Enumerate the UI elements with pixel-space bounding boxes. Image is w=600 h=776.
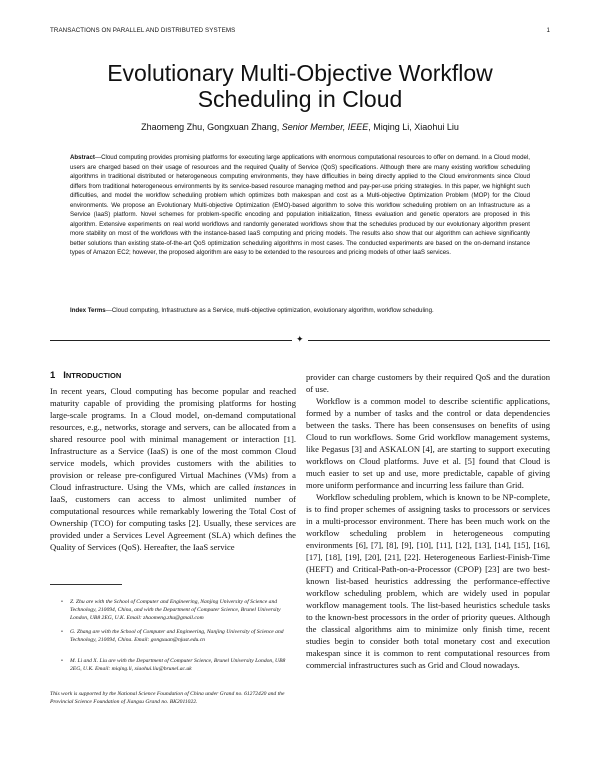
journal-name: TRANSACTIONS ON PARALLEL AND DISTRIBUTED SYSTEMS bbox=[50, 27, 236, 34]
bullet-icon: • bbox=[61, 658, 63, 664]
author-list bbox=[50, 122, 550, 132]
paper-title bbox=[50, 60, 550, 112]
footnote-rule bbox=[50, 584, 122, 585]
index-terms-text: —Cloud computing, Infrastructure as a Service, multi-objective optimization, evolutionary algorithm, workflow scheduling. bbox=[105, 307, 434, 314]
authors-after: , Miqing Li, Xiaohui Liu bbox=[368, 122, 459, 132]
footnote-2-text: G. Zhang are with the School of Computer and Engineering, Nanjing University of Science and Technology, 210094, China. Email: gongxuan@njust.edu.cn bbox=[70, 629, 284, 643]
title-line-2: Scheduling in Cloud bbox=[197, 86, 403, 112]
abstract-text: —Cloud computing provides promising platforms for executing large applications with enormous computational resources to offer on demand. In a Cloud model, users are charged based on their usage of resources and the required Quality of Service (QoS) specifications. Although there are many existing workflow scheduling algorithms in traditional distributed or heterogeneous computing environments, they have difficulties in being directly applied to the Cloud environments since Cloud differs from traditional heterogeneous environments by its service-based resource managing method and pay-per-use pricing strategies. In this paper, we highlight such difficulties, and model the workflow scheduling problem which optimizes both makespan and cost as a Multi-objective Optimization Problem (MOP) for the Cloud environments. We propose an Evolutionary Multi-objective Optimization (EMO)-based algorithm to solve this workflow scheduling problem on an Infrastructure as a Service (IaaS) platform. Novel schemes for problem-specific encoding and population initialization, fitness evaluation and genetic operators are proposed in this algorithm. Extensive experiments on real world workflows and randomly generated workflows show that the schedules produced by our evolutionary algorithm present more stability on most of the workflows with the instance-based IaaS computing and pricing models. The results also show that our algorithm can achieve significantly better solutions than existing state-of-the-art QoS optimization scheduling algorithms in most cases. The conducted experiments are based on the on-demand instance types of Amazon EC2; however, the proposed algorithm are easy to be extended to the resources and pricing models of other IaaS services. bbox=[70, 154, 530, 256]
right-paragraph-0: provider can charge customers by their required QoS and the duration of use. bbox=[306, 372, 550, 394]
footnote-1-text: Z. Zhu are with the School of Computer and Engineering, Nanjing University of Science and Technology, 210094, China, and with the Department of Computer Science, Brunel University London, UB8 2EG, U.K. Email: zhaomeng.zhu@gmail.com bbox=[70, 599, 281, 621]
section-heading bbox=[50, 370, 296, 382]
intro-emphasis: instances bbox=[253, 482, 286, 492]
footnote-3-text: M. Li and X. Liu are with the Department of Computer Science, Brunel University London, UB8 2EG, U.K. Email: miqing.li, xiaohui.liu@brunel.ac.uk bbox=[70, 658, 286, 672]
section-title-rest: NTRODUCTION bbox=[65, 371, 122, 380]
section-title-first: I bbox=[63, 370, 66, 381]
bullet-icon: • bbox=[61, 629, 63, 635]
intro-text-b: in IaaS, customers can access to almost unlimited number of computational resources while remarkably lowering the Total Cost of Ownership (TCO) for computing tasks [2]. Usually, these services are provided under a Services Level Agreement (SLA) which defines the Quality of Services (QoS). Hereafter, the IaaS service bbox=[50, 482, 296, 552]
authors-before: Zhaomeng Zhu, Gongxuan Zhang, bbox=[141, 122, 282, 132]
funding-note bbox=[50, 690, 296, 706]
intro-paragraph-1 bbox=[50, 385, 296, 553]
left-column bbox=[50, 370, 296, 553]
funding-note-text: This work is supported by the National Science Foundation of China under Grand no. 61272420 and the Provincial Science Foundation of Jiangsu Grand no. BK2011022. bbox=[50, 691, 285, 705]
right-paragraph-1: Workflow is a common model to describe scientific applications, formed by a number of tasks and the control or data dependencies between the tasks. There has been consensuses on benefits of using Cloud to run workflows. Some Grid workflow management systems, like Pegasus [3] and ASKALON [4], are starting to support executing workflows on Cloud platforms. Juve et al. [5] found that Cloud is much easier to set up and use, more predictable, capable of giving more uniform performance and incurring less failure than Grid. bbox=[306, 396, 550, 490]
separator-line-left bbox=[50, 340, 292, 341]
footnote-3 bbox=[50, 657, 296, 673]
right-column bbox=[306, 371, 550, 671]
index-terms bbox=[70, 306, 530, 316]
separator-line-right bbox=[308, 340, 550, 341]
section-separator bbox=[50, 335, 550, 345]
page-number: 1 bbox=[546, 27, 550, 34]
title-line-1: Evolutionary Multi-Objective Workflow bbox=[107, 60, 493, 86]
abstract-label: Abstract bbox=[70, 154, 95, 161]
abstract bbox=[70, 153, 530, 258]
author-membership: Senior Member, IEEE bbox=[281, 122, 369, 132]
footnote-1 bbox=[50, 598, 296, 622]
intro-text-a: In recent years, Cloud computing has become popular and reached maturity capable of providing the promising platforms for hosting large-scale programs. In a Cloud model, on-demand computational resources, e.g., networks, storage and servers, can be allocated from a shared resource pool with minimal management or interaction [1]. Infrastructure as a Service (IaaS) is one of the most common Cloud service models, which provides customers with the abilities to provision or release pre-configured Virtual Machines (VMs) from a Cloud infrastructure. Using the VMs, which are called bbox=[50, 386, 296, 492]
footnote-2 bbox=[50, 628, 296, 644]
index-terms-label: Index Terms bbox=[70, 307, 106, 314]
running-header bbox=[50, 27, 550, 34]
bullet-icon: • bbox=[61, 599, 63, 605]
diamond-icon: ✦ bbox=[296, 335, 304, 345]
right-paragraph-2: Workflow scheduling problem, which is known to be NP-complete, is to find proper schemes of assigning tasks to processors or services in a multi-processor environment. There has been much work on the workflow scheduling problem in heterogeneous computing environments [6], [7], [8], [9], [10], [11], [12], [13], [14], [15], [16], [17], [18], [19], [20], [21], [22]. Heterogeneous Earliest-Finish-Time (HEFT) and Critical-Path-on-a-Processor (CPOP) [23] are two best-known list-based heuristics addressing the performance-effective workflow scheduling problem, which are widely used in popular workflow management tools. The list-based heuristics schedule tasks to the known-best processors in the order of priority queues. Although the classical algorithms aim to minimize only finish time, recent studies begin to consider both total monetary cost and execution makespan since it is common to rent computational resources from commercial infrastructures such as Grid and Cloud nowadays. bbox=[306, 492, 550, 670]
section-number: 1 bbox=[50, 370, 56, 381]
